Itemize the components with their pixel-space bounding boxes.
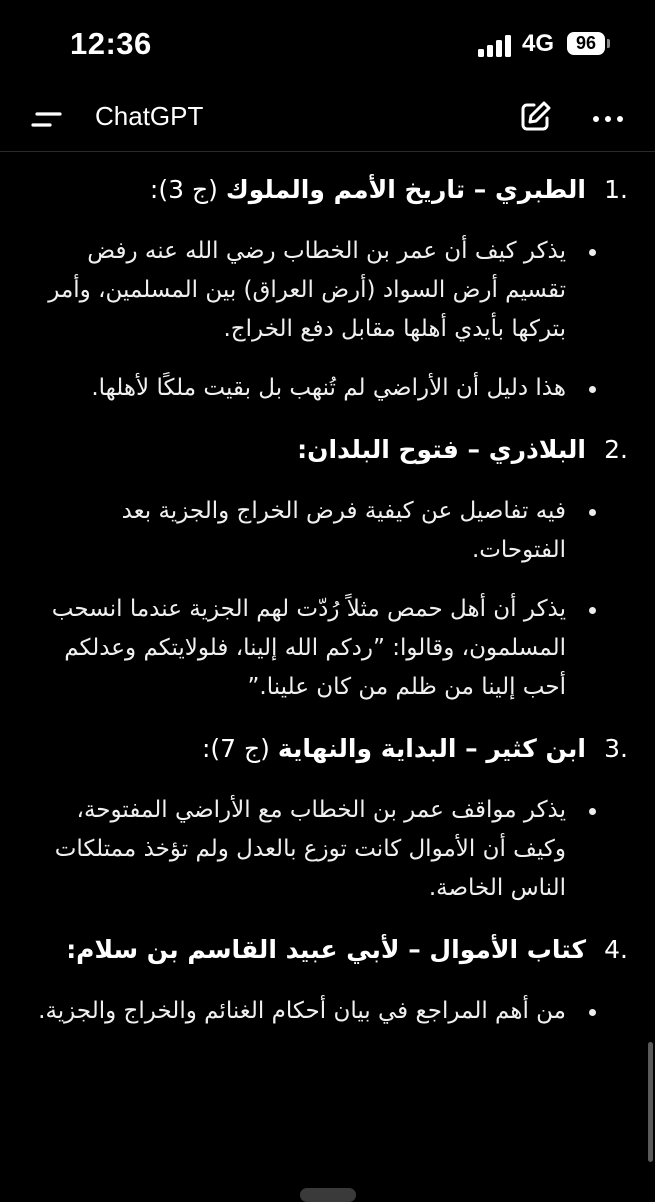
header-divider [0,151,655,152]
list-item [28,492,628,570]
list-item-text: يذكر أن أهل حمص مثلاً رُدّت لهم الجزية عندما انسحب المسلمون، وقالوا: ”ردكم الله إلينا، فلولايتكم وعدلكم أحب إلينا من ظلم من كان علينا.” [51,596,566,700]
signal-strength-icon [478,33,518,57]
bullet-dot [589,607,596,614]
edit-icon[interactable] [516,98,554,136]
section-heading [28,928,628,972]
list-item-text: من أهم المراجع في بيان أحكام الغنائم والخراج والجزية. [38,998,566,1024]
list-item-text: فيه تفاصيل عن كيفية فرض الخراج والجزية بعد الفتوحات. [121,498,566,563]
section-title: كتاب الأموال – لأبي عبيد القاسم بن سلام: [66,935,586,964]
scrollbar[interactable] [648,1042,653,1162]
section-number: 3. [604,734,628,763]
chat-message [28,168,628,1051]
menu-icon[interactable] [30,104,64,134]
app-header [0,90,655,150]
section-suffix: (ج 7): [201,734,278,763]
list-item [28,590,628,707]
bullet-dot [589,386,596,393]
section-title: البلاذري – فتوح البلدان: [297,435,586,464]
list-item-text: هذا دليل أن الأراضي لم تُنهب بل بقيت ملكًا لأهلها. [91,375,566,401]
bullet-dot [589,1009,596,1016]
section-number: 4. [604,935,628,964]
list-item [28,791,628,908]
battery-tip [607,39,610,48]
list-item [28,992,628,1031]
status-bar [0,0,655,90]
battery-icon: 96 [567,32,605,55]
list-item [28,369,628,408]
section-heading [28,727,628,771]
bullet-dot [589,509,596,516]
section-heading [28,168,628,212]
section-title: ابن كثير – البداية والنهاية [277,734,586,763]
app-title: ChatGPT [95,101,204,131]
section-number: 1. [604,175,628,204]
section-number: 2. [604,435,628,464]
list-item-text: يذكر كيف أن عمر بن الخطاب رضي الله عنه رفض تقسيم أرض السواد (أرض العراق) بين المسلمين، وأمر بتركها بأيدي أهلها مقابل دفع الخراج. [48,238,566,342]
list-item-text: يذكر مواقف عمر بن الخطاب مع الأراضي المفتوحة، وكيف أن الأموال كانت توزع بالعدل ولم تؤخذ ممتلكات الناس الخاصة. [54,797,566,901]
list-item [28,232,628,349]
section-heading [28,428,628,472]
more-icon[interactable] [590,104,626,134]
bullet-dot [589,808,596,815]
network-type: 4G [522,30,555,57]
section-title: الطبري – تاريخ الأمم والملوك [225,175,586,204]
section-suffix: (ج 3): [149,175,226,204]
bullet-dot [589,249,596,256]
status-time: 12:36 [70,26,152,61]
